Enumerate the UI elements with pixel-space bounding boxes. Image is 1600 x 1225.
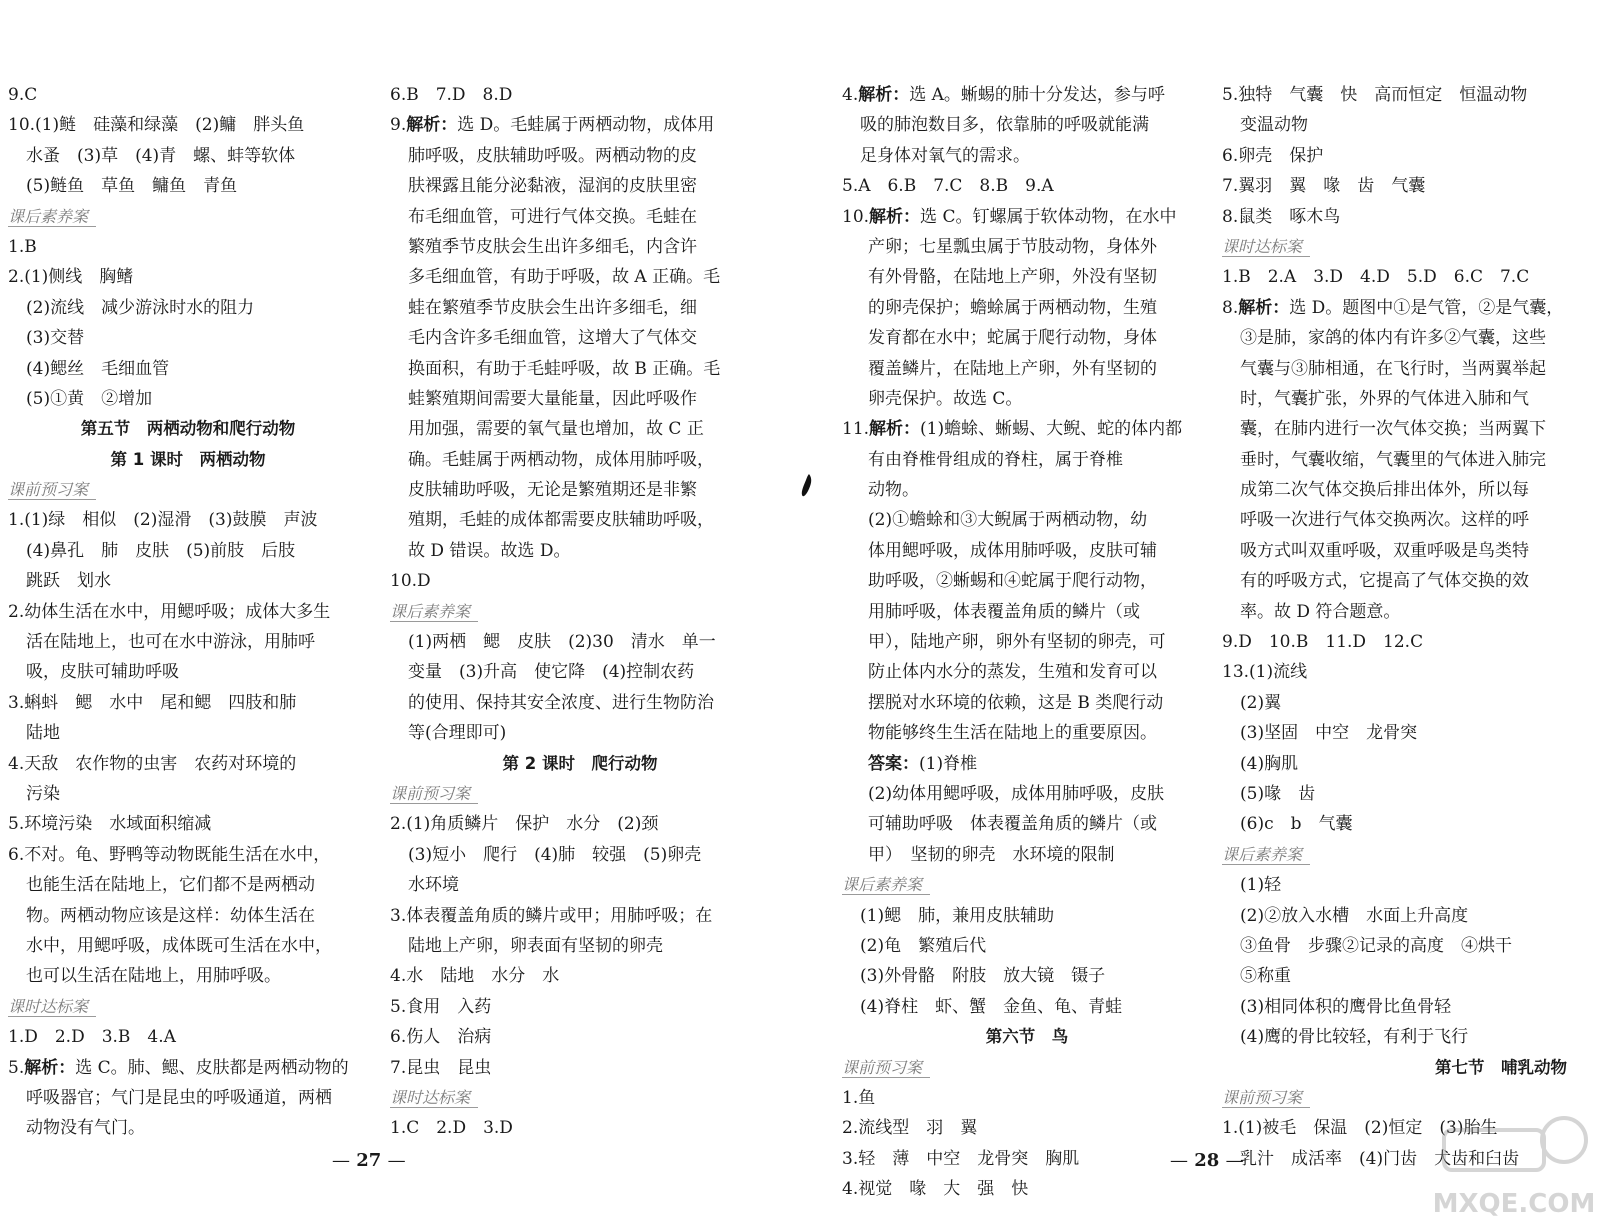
answer-line: 4.解析：选 A。蜥蜴的肺十分发达，参与呼 <box>842 85 1165 105</box>
answer-line: 7.翼羽 翼 喙 齿 气囊 <box>1222 176 1426 197</box>
section-tag-label: 课时达标案 <box>390 1088 478 1108</box>
answer-line: 跳跃 划水 <box>26 571 111 592</box>
answer-line: 5.解析：选 C。肺、鳃、皮肤都是两栖动物的 <box>8 1057 349 1078</box>
answer-line: (3)外骨骼 附肢 放大镜 镊子 <box>860 966 1106 987</box>
answer-line: 变温动物 <box>1240 115 1308 136</box>
answer-line: 有的呼吸方式，它提高了气体交换的效 <box>1240 571 1529 592</box>
answer-line: 动物没有气门。 <box>26 1118 145 1139</box>
answer-line: 可辅助呼吸 体表覆盖角质的鳞片（或 <box>868 814 1157 835</box>
section-tag-label: 课时达标案 <box>1222 237 1310 257</box>
answer-line: 8.鼠类 啄木鸟 <box>1222 206 1341 227</box>
answer-line: (4)鹰的骨比较轻，有利于飞行 <box>1240 1027 1469 1048</box>
answer-line: 10.(1)鲢 硅藻和绿藻 (2)鳙 胖头鱼 <box>8 115 305 136</box>
answer-line: 2.流线型 羽 翼 <box>842 1118 978 1139</box>
answer-line: 4.水 陆地 水分 水 <box>390 966 560 987</box>
answer-line: 繁殖季节皮肤会生出许多细毛，内含许 <box>408 236 697 257</box>
answer-line: 的使用、保持其安全浓度、进行生物防治 <box>408 692 714 713</box>
answer-line: 呼吸器官；气门是昆虫的呼吸通道，两栖 <box>26 1087 332 1108</box>
answer-line: (4)鳃丝 毛细血管 <box>26 358 170 379</box>
section-tag-label: 课前预习案 <box>842 1058 930 1078</box>
answer-line: (5)喙 齿 <box>1240 783 1316 804</box>
answer-line: 2.(1)侧线 胸鳍 <box>8 267 134 288</box>
section-tag-label: 课前预习案 <box>1222 1088 1310 1108</box>
answer-line: 吸的肺泡数目多，依靠肺的呼吸就能满 <box>860 115 1149 136</box>
left-page-column-1 <box>8 80 368 1144</box>
answer-line: 6.卵壳 保护 <box>1222 145 1324 166</box>
section-heading: 第七节 哺乳动物 <box>1435 1057 1567 1077</box>
answer-line: 2.幼体生活在水中，用鳃呼吸；成体大多生 <box>8 601 331 622</box>
answer-line: 9.解析：选 D。毛蛙属于两栖动物，成体用 <box>390 115 715 136</box>
section-tag-label: 课后素养案 <box>842 875 930 895</box>
answer-line: 1.鱼 <box>842 1087 876 1108</box>
answer-line: 10.解析：选 C。钉螺属于软体动物，在水中 <box>842 206 1177 227</box>
answer-line: 故 D 错误。故选 D。 <box>408 540 571 561</box>
answer-line: 5.A 6.B 7.C 8.B 9.A <box>842 176 1054 197</box>
analysis-label: 解析： <box>858 85 910 105</box>
section-tag-label: 课前预习案 <box>8 480 96 500</box>
answer-line: 9.D 10.B 11.D 12.C <box>1222 632 1424 653</box>
answer-line: 10.D <box>390 571 431 592</box>
answer-line: 皮肤辅助呼吸，无论是繁殖期还是非繁 <box>408 480 697 501</box>
right-page-column-1 <box>842 80 1212 1204</box>
answer-line: 蛙繁殖期间需要大量能量，因此呼吸作 <box>408 388 697 409</box>
answer-line: (4)胸肌 <box>1240 753 1299 774</box>
section-heading: 第五节 两栖动物和爬行动物 <box>80 419 296 439</box>
answer-line: (3)交替 <box>26 328 85 349</box>
answer-line: (4)鼻孔 肺 皮肤 (5)前肢 后肢 <box>26 540 296 561</box>
section-tag <box>1222 232 1567 262</box>
answer-line: ⑤称重 <box>1240 966 1291 987</box>
answer-line: (2)翼 <box>1240 692 1282 713</box>
right-page-column-2 <box>1222 80 1567 1174</box>
answer-line: 3.轻 薄 中空 龙骨突 胸肌 <box>842 1148 1080 1169</box>
answer-line: 4.视觉 喙 大 强 快 <box>842 1179 1029 1200</box>
answer-line: 也能生活在陆地上，它们都不是两栖动 <box>26 875 315 896</box>
answer-line: 变量 (3)升高 使它降 (4)控制农药 <box>408 662 695 683</box>
section-tag-label: 课后素养案 <box>8 207 96 227</box>
answer-line: 呼吸一次进行气体交换两次。这样的呼 <box>1240 510 1529 531</box>
answer-line: 1.B <box>8 236 37 257</box>
answer-line: 换面积，有助于毛蛙呼吸，故 B 正确。毛 <box>408 358 721 379</box>
answer-line: 陆地 <box>26 723 60 744</box>
page-gutter <box>795 0 805 1225</box>
answer-line: (6)c b 气囊 <box>1240 814 1353 835</box>
answer-line: 4.天敌 农作物的虫害 农药对环境的 <box>8 753 297 774</box>
answer-line: 物能够终生生活在陆地上的重要原因。 <box>868 723 1157 744</box>
ink-smudge <box>800 473 814 499</box>
section-tag-label: 课时达标案 <box>8 997 96 1017</box>
analysis-label: 解析： <box>406 115 458 136</box>
answer-line: 水蚤 (3)草 (4)青 螺、蚌等软体 <box>26 145 296 166</box>
analysis-label: 解析： <box>869 206 921 227</box>
answer-line: 殖期，毛蛙的成体都需要皮肤辅助呼吸， <box>408 510 714 531</box>
answer-line: 动物。 <box>868 480 919 501</box>
answer-line: 6.B 7.D 8.D <box>390 85 513 105</box>
answer-line: 垂时，气囊收缩，气囊里的气体进入肺完 <box>1240 449 1546 470</box>
answer-line: 的卵壳保护；蟾蜍属于两栖动物，生殖 <box>868 297 1157 318</box>
answer-line: (2)幼体用鳃呼吸，成体用肺呼吸，皮肤 <box>868 783 1165 804</box>
analysis-label: 解析： <box>24 1057 76 1078</box>
answer-line: ③鱼骨 步骤②记录的高度 ④烘干 <box>1240 935 1512 956</box>
answer-line: 7.昆虫 昆虫 <box>390 1057 492 1078</box>
page-number-right: — 28 — <box>1170 1150 1244 1171</box>
answer-line: 5.独特 气囊 快 高而恒定 恒温动物 <box>1222 85 1528 105</box>
answer-line: (1)两栖 鳃 皮肤 (2)30 清水 单一 <box>408 632 716 653</box>
answer-line: 水中，用鳃呼吸，成体既可生活在水中， <box>26 935 332 956</box>
section-tag <box>1222 840 1567 870</box>
answer-line: (2)龟 繁殖后代 <box>860 935 987 956</box>
analysis-label: 解析： <box>869 419 921 440</box>
section-tag <box>842 870 1212 900</box>
answer-line: (3)短小 爬行 (4)肺 较强 (5)卵壳 <box>408 844 702 865</box>
answer-line: 答案：(1)脊椎 <box>868 753 978 774</box>
answer-line: 发育都在水中；蛇属于爬行动物，身体 <box>868 328 1157 349</box>
answer-line: 2.(1)角质鳞片 保护 水分 (2)颈 <box>390 814 659 835</box>
section-tag <box>842 1053 1212 1083</box>
answer-line: 覆盖鳞片，在陆地上产卵，外有坚韧的 <box>868 358 1157 379</box>
answer-line: 等(合理即可) <box>408 723 507 744</box>
answer-line: 用加强，需要的氧气量也增加，故 C 正 <box>408 419 704 440</box>
answer-line: 1.(1)绿 相似 (2)湿滑 (3)鼓膜 声波 <box>8 510 318 531</box>
answer-line: 1.C 2.D 3.D <box>390 1118 513 1139</box>
answer-line: 助呼吸，②蜥蜴和④蛇属于爬行动物， <box>868 571 1157 592</box>
watermark-logo <box>1432 1110 1597 1222</box>
answer-line: 5.食用 入药 <box>390 996 492 1017</box>
answer-line: (4)脊柱 虾、蟹 金鱼、龟、青蛙 <box>860 996 1123 1017</box>
answer-line: ③是肺，家鸽的体内有许多②气囊，这些 <box>1240 328 1546 349</box>
answer-line: 肺呼吸，皮肤辅助呼吸。两栖动物的皮 <box>408 145 697 166</box>
answer-line: (2)②放入水槽 水面上升高度 <box>1240 905 1469 926</box>
answer-line: 3.蝌蚪 鳃 水中 尾和鳃 四肢和肺 <box>8 692 297 713</box>
section-tag-label: 课后素养案 <box>1222 845 1310 865</box>
answer-line: 产卵；七星瓢虫属于节肢动物，身体外 <box>868 236 1157 257</box>
answer-line: 布毛细血管，可进行气体交换。毛蛙在 <box>408 206 697 227</box>
answer-line: (1)轻 <box>1240 875 1282 896</box>
answer-line: 陆地上产卵，卵表面有坚韧的卵壳 <box>408 935 663 956</box>
answer-line: 有外骨骼，在陆地上产卵，外没有坚韧 <box>868 267 1157 288</box>
answer-line: 吸方式叫双重呼吸，双重呼吸是鸟类特 <box>1240 540 1529 561</box>
answer-line: 1.(1)被毛 保温 (2)恒定 (3)胎生 <box>1222 1118 1498 1139</box>
answer-line: (3)相同体积的鹰骨比鱼骨轻 <box>1240 996 1452 1017</box>
section-heading: 第六节 鸟 <box>985 1027 1069 1047</box>
answer-line: 吸，皮肤可辅助呼吸 <box>26 662 179 683</box>
analysis-label: 答案： <box>868 753 919 774</box>
answer-line: (5)①黄 ②增加 <box>26 388 153 409</box>
answer-line: 肤裸露且能分泌黏液，湿润的皮肤里密 <box>408 176 697 197</box>
answer-line: 足身体对氧气的需求。 <box>860 145 1030 166</box>
answer-line: 有由脊椎骨组成的脊柱，属于脊椎 <box>868 449 1123 470</box>
answer-line: 3.体表覆盖角质的鳞片或甲；用肺呼吸；在 <box>390 905 713 926</box>
analysis-label: 解析： <box>1238 297 1290 318</box>
section-tag <box>8 202 368 232</box>
answer-line: 防止体内水分的蒸发，生殖和发育可以 <box>868 662 1157 683</box>
answer-line: 污染 <box>26 783 60 804</box>
answer-line: 甲） 坚韧的卵壳 水环境的限制 <box>868 844 1115 865</box>
answer-line: (3)坚固 中空 龙骨突 <box>1240 723 1418 744</box>
answer-line: 气囊与③肺相通，在飞行时，当两翼举起 <box>1240 358 1546 379</box>
answer-line: 摆脱对水环境的依赖，这是 B 类爬行动 <box>868 692 1164 713</box>
answer-line: 也可以生活在陆地上，用肺呼吸。 <box>26 966 281 987</box>
section-tag <box>390 1083 770 1113</box>
answer-line: 用肺呼吸，体表覆盖角质的鳞片（或 <box>868 601 1140 622</box>
section-heading: 第 1 课时 两栖动物 <box>110 449 266 469</box>
svg-text:MXQE.COM: MXQE.COM <box>1432 1189 1596 1219</box>
answer-line: 囊，在肺内进行一次气体交换；当两翼下 <box>1240 419 1546 440</box>
answer-line: 时，气囊扩张，外界的气体进入肺和气 <box>1240 388 1529 409</box>
answer-line: 体用鳃呼吸，成体用肺呼吸，皮肤可辅 <box>868 540 1157 561</box>
section-tag <box>8 475 368 505</box>
answer-line: 成第二次气体交换后排出体外，所以每 <box>1240 480 1529 501</box>
answer-line: 13.(1)流线 <box>1222 662 1308 683</box>
answer-line: 9.C <box>8 85 38 105</box>
page-number-left: — 27 — <box>332 1150 406 1171</box>
answer-line: 率。故 D 符合题意。 <box>1240 601 1401 622</box>
answer-line: 确。毛蛙属于两栖动物，成体用肺呼吸， <box>408 449 714 470</box>
section-tag-label: 课后素养案 <box>390 602 478 622</box>
left-page-column-2 <box>390 80 770 1144</box>
answer-line: 11.解析：(1)蟾蜍、蜥蜴、大鲵、蛇的体内都 <box>842 419 1183 440</box>
answer-line: 蛙在繁殖季节皮肤会生出许多细毛，细 <box>408 297 697 318</box>
answer-line: 1.B 2.A 3.D 4.D 5.D 6.C 7.C <box>1222 267 1530 288</box>
section-heading: 第 2 课时 爬行动物 <box>502 753 658 773</box>
answer-line: (2)流线 减少游泳时水的阻力 <box>26 297 255 318</box>
answer-line: 甲），陆地产卵，卵外有坚韧的卵壳，可 <box>868 632 1166 653</box>
answer-line: 卵壳保护。故选 C。 <box>868 388 1023 409</box>
answer-line: 5.环境污染 水域面积缩减 <box>8 814 212 835</box>
answer-line: 多毛细血管，有助于呼吸，故 A 正确。毛 <box>408 267 721 288</box>
answer-line: (5)鲢鱼 草鱼 鳙鱼 青鱼 <box>26 176 238 197</box>
section-tag <box>1222 1083 1567 1113</box>
answer-line: 6.伤人 治病 <box>390 1027 492 1048</box>
section-tag <box>390 597 770 627</box>
answer-line: 8.解析：选 D。题图中①是气管，②是气囊， <box>1222 297 1564 318</box>
answer-line: (1)鳃 肺，兼用皮肤辅助 <box>860 905 1055 926</box>
answer-line: (2)①蟾蜍和③大鲵属于两栖动物，幼 <box>868 510 1148 531</box>
answer-line: 乳汁 成活率 (4)门齿 犬齿和臼齿 <box>1240 1148 1520 1169</box>
answer-line: 6.不对。龟、野鸭等动物既能生活在水中， <box>8 844 331 865</box>
section-tag-label: 课前预习案 <box>390 784 478 804</box>
answer-line: 物。两栖动物应该是这样：幼体生活在 <box>26 905 315 926</box>
answer-line: 水环境 <box>408 875 459 896</box>
answer-line: 1.D 2.D 3.B 4.A <box>8 1027 176 1048</box>
section-tag <box>8 992 368 1022</box>
answer-line: 毛内含许多毛细血管，这增大了气体交 <box>408 328 697 349</box>
answer-line: 活在陆地上，也可在水中游泳，用肺呼 <box>26 632 315 653</box>
section-tag <box>390 779 770 809</box>
